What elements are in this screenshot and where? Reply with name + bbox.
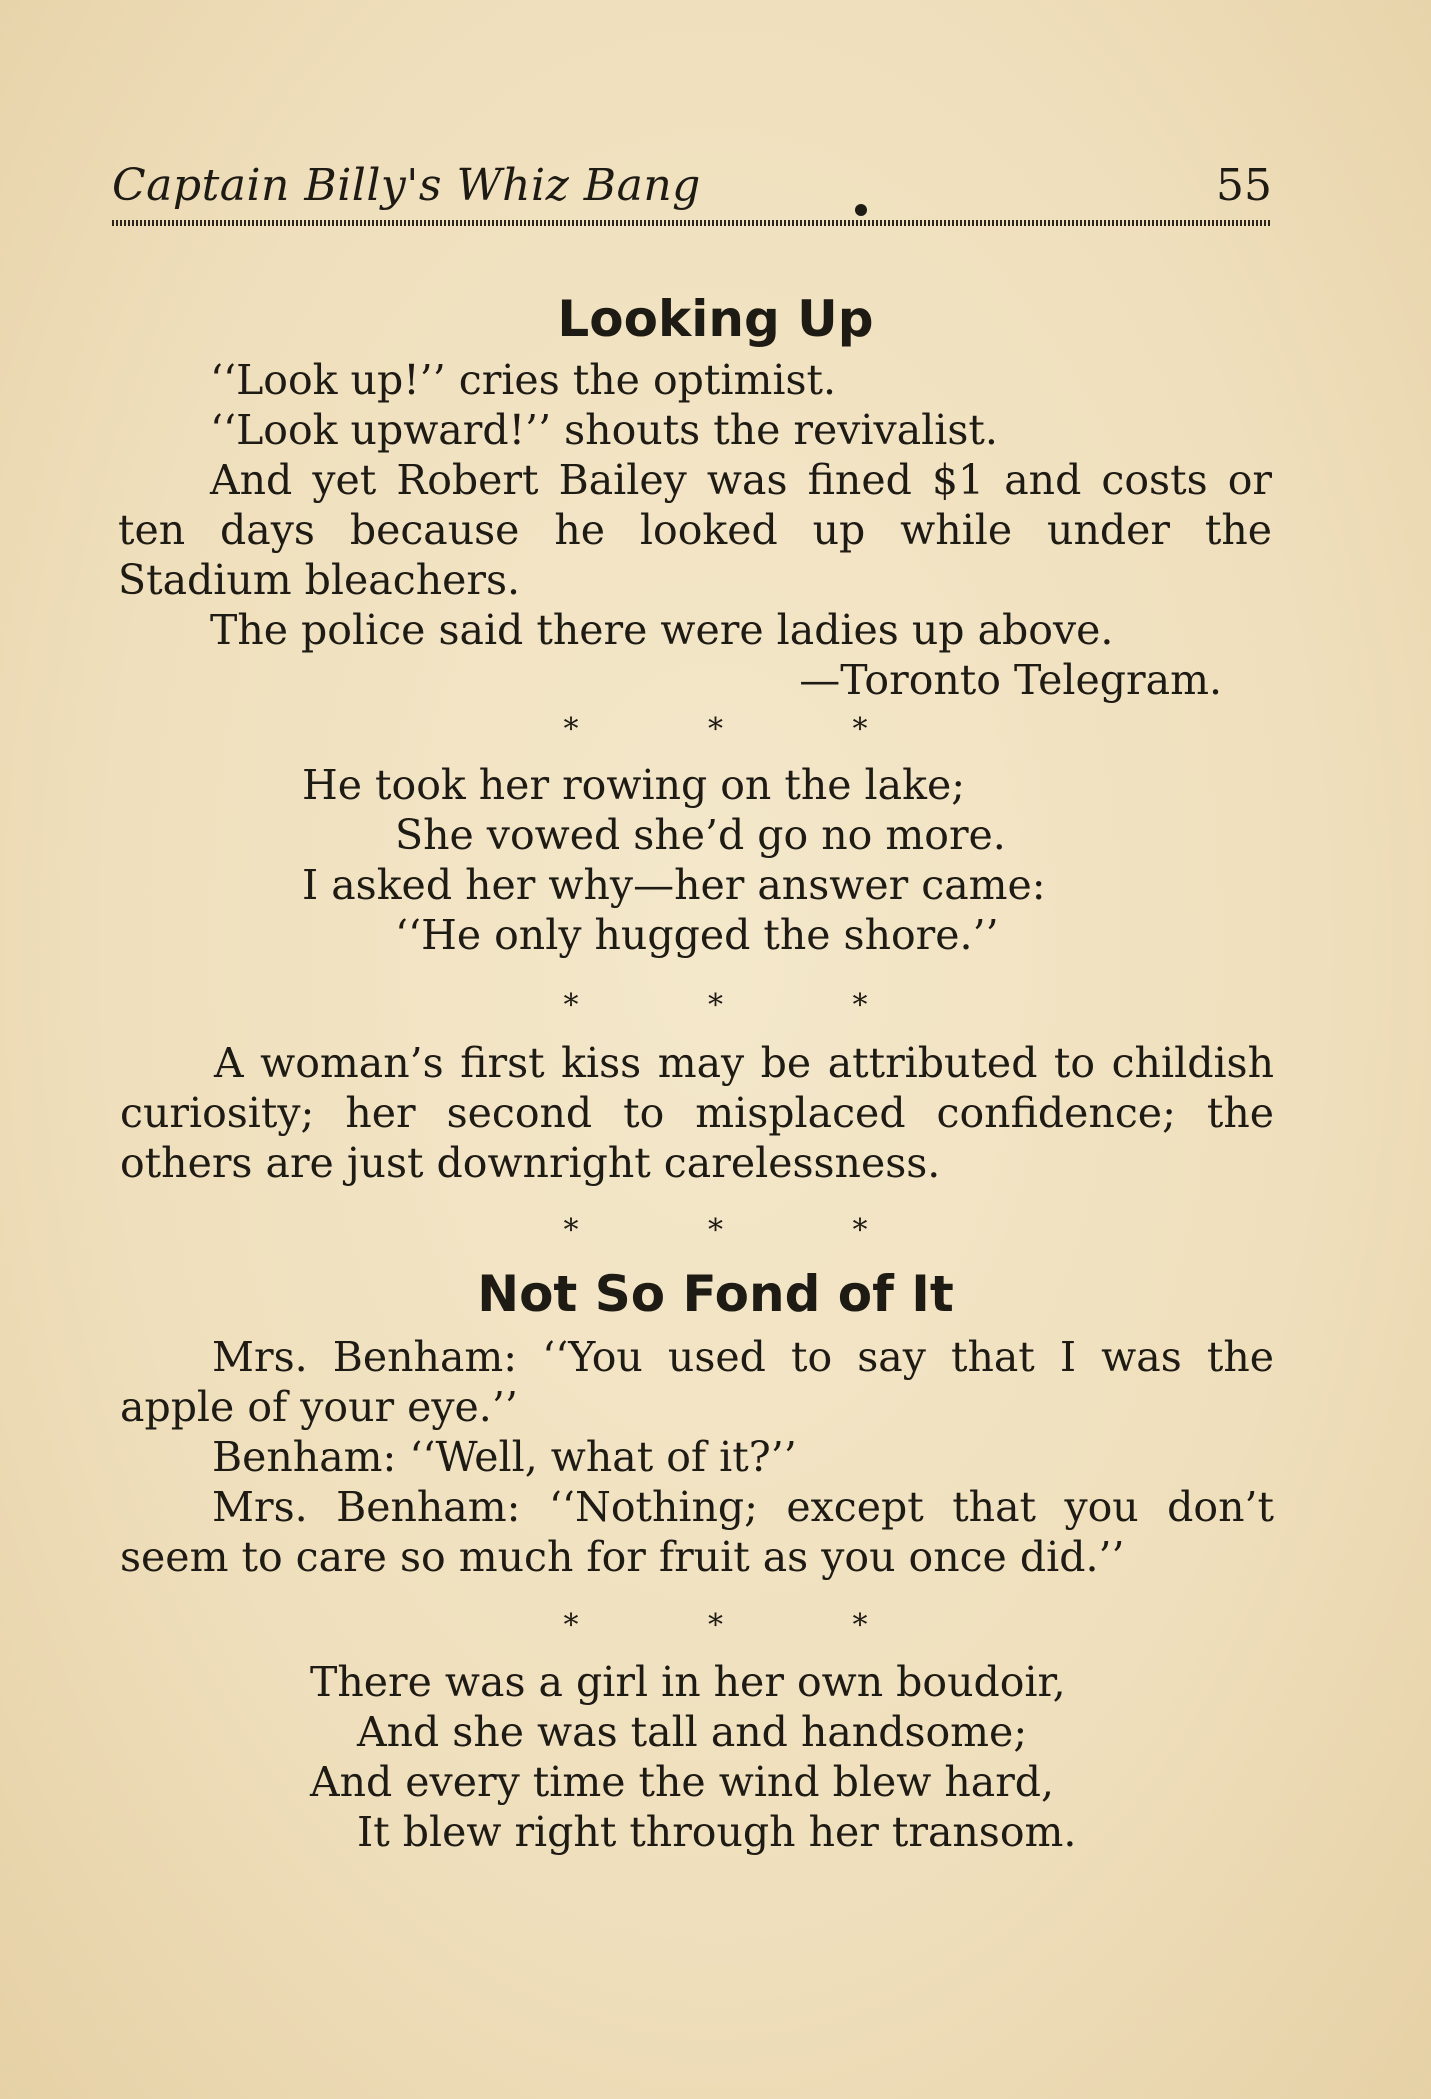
separator: * * * xyxy=(563,1608,928,1643)
section-title-not-so-fond: Not So Fond of It xyxy=(477,1265,954,1323)
page-number: 55 xyxy=(1216,160,1272,211)
paragraph: The police said there were ladies up above. xyxy=(210,606,1114,654)
header-rule xyxy=(112,220,1272,226)
verse-line: There was a girl in her own boudoir, xyxy=(310,1658,1066,1706)
separator: * * * xyxy=(563,988,928,1023)
verse-line: It blew right through her transom. xyxy=(357,1808,1077,1856)
verse-rowing xyxy=(0,760,1431,960)
attribution: —Toronto Telegram. xyxy=(799,656,1222,704)
paragraph: Benham: ‘‘Well, what of it?’’ xyxy=(212,1433,797,1481)
separator: * * * xyxy=(563,712,928,747)
verse-line: She vowed she’d go no more. xyxy=(395,811,1006,859)
verse-line: ‘‘He only hugged the shore.’’ xyxy=(395,911,999,959)
section-title-looking-up: Looking Up xyxy=(557,290,874,348)
page-header xyxy=(112,160,1272,220)
running-title: Captain Billy's Whiz Bang xyxy=(112,160,701,211)
verse-line: And she was tall and handsome; xyxy=(357,1708,1028,1756)
verse-line: And every time the wind blew hard, xyxy=(310,1758,1055,1806)
paragraph: Mrs. Benham: ‘‘Nothing; except that you don’t seem to care so much for fruit as you once did.’’ xyxy=(120,1483,1274,1581)
kiss-paragraph-block xyxy=(120,1038,1274,1188)
section-looking-up-body xyxy=(118,355,1272,705)
paragraph: A woman’s first kiss may be attributed to childish curiosity; her second to misplaced confidence; the others are just downright carelessness. xyxy=(120,1039,1274,1187)
header-rule-dot xyxy=(855,204,867,216)
verse-line: He took her rowing on the lake; xyxy=(302,761,966,809)
paragraph: ‘‘Look upward!’’ shouts the revivalist. xyxy=(210,406,998,454)
paragraph: And yet Robert Bailey was fined $1 and costs or ten days because he looked up while under the Stadium bleachers. xyxy=(118,456,1272,604)
paragraph: Mrs. Benham: ‘‘You used to say that I was the apple of your eye.’’ xyxy=(120,1333,1274,1431)
section-not-so-fond-body xyxy=(120,1332,1274,1582)
paragraph: ‘‘Look up!’’ cries the optimist. xyxy=(210,356,837,404)
separator: * * * xyxy=(563,1213,928,1248)
verse-line: I asked her why—her answer came: xyxy=(302,861,1046,909)
verse-transom xyxy=(0,1657,1431,1857)
